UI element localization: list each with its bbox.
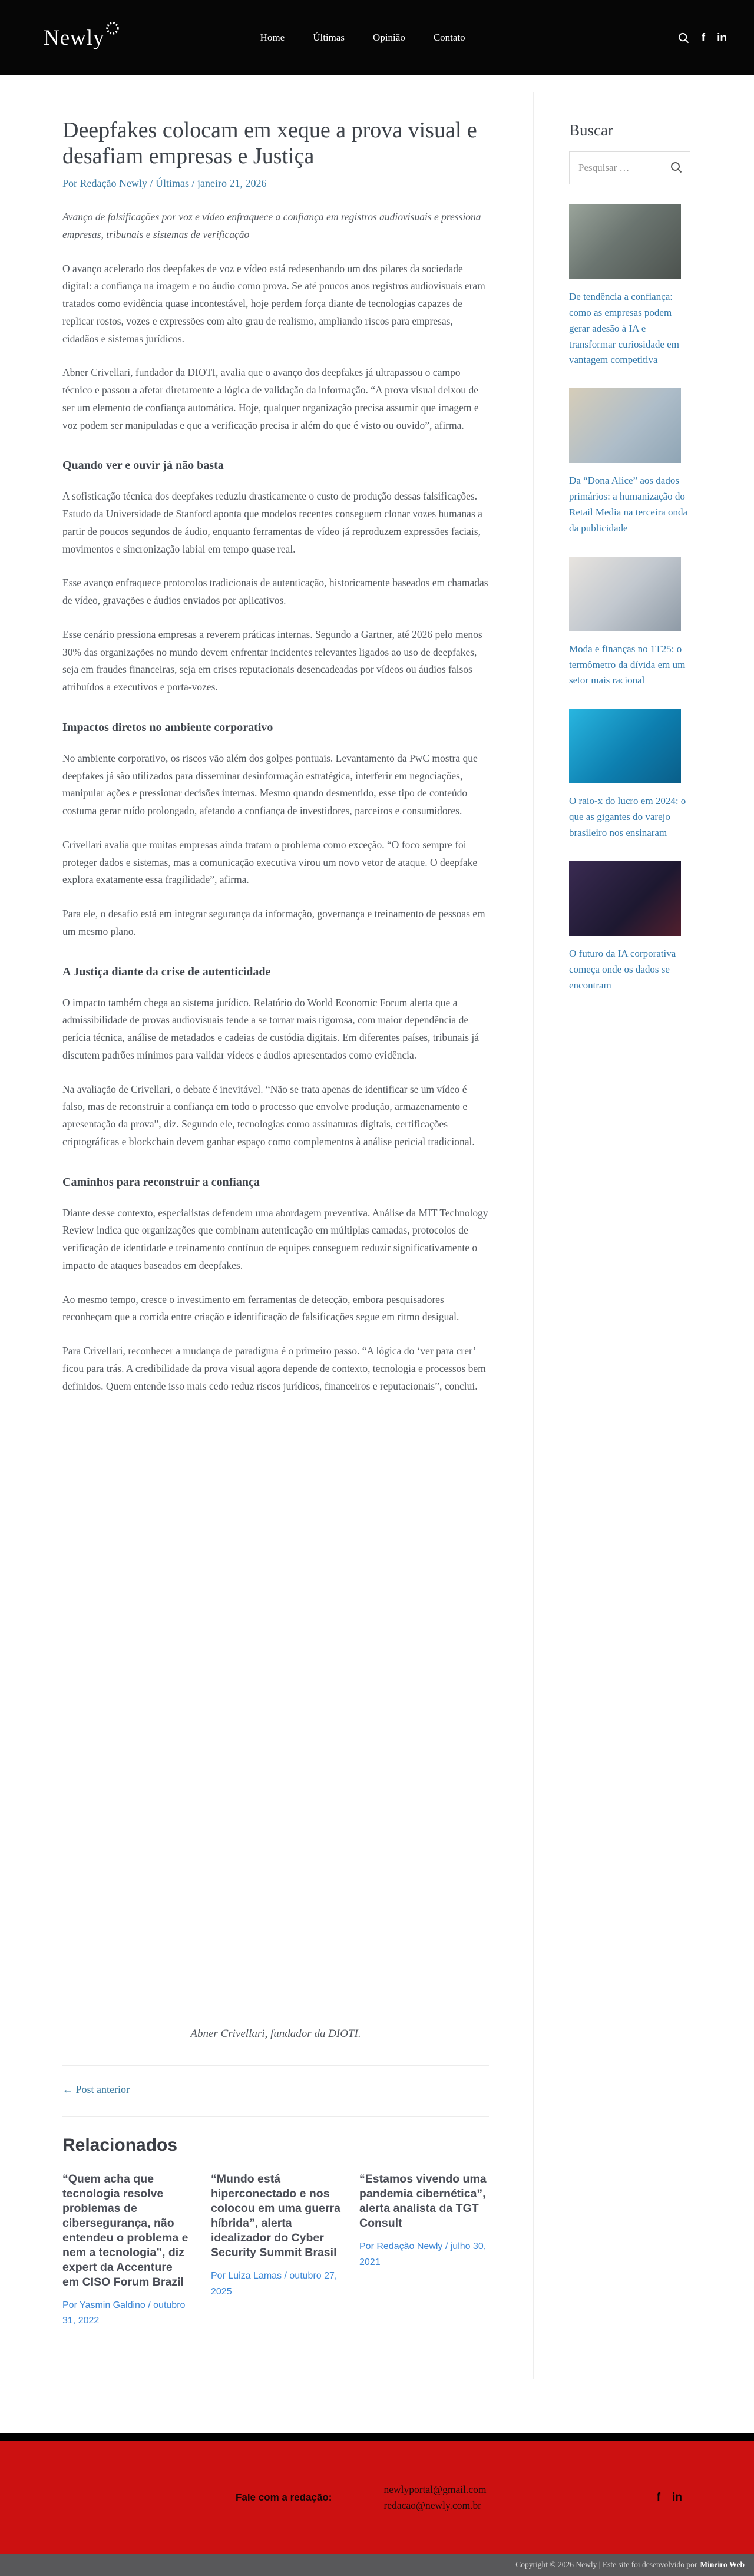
sidebar (569, 92, 694, 993)
related-post (211, 2172, 340, 2329)
byline (62, 177, 489, 190)
article-image-placeholder (62, 1411, 489, 2024)
related-heading: Relacionados (62, 2135, 178, 2155)
sidebar-post-thumbnail[interactable] (569, 204, 681, 279)
sidebar-post (569, 388, 694, 536)
byline-author-link[interactable]: Redação Newly (80, 177, 147, 190)
byline-date: janeiro 21, 2026 (197, 177, 267, 190)
copyright-text: Copyright © 2026 Newly | Este site foi desenvolvido por (515, 2560, 697, 2570)
facebook-icon[interactable]: f (701, 31, 706, 44)
related-post-meta[interactable]: Por Redação Newly / julho 30, 2021 (359, 2241, 487, 2267)
sidebar-post-title[interactable]: O raio-x do lucro em 2024: o que as gigantes do varejo brasileiro nos ensinaram (569, 795, 686, 839)
sidebar-post-thumbnail[interactable] (569, 709, 681, 783)
nav-opiniao[interactable]: Opinião (373, 32, 405, 43)
footer-emails (383, 2482, 486, 2514)
nav-home[interactable]: Home (260, 32, 285, 43)
search-box (569, 151, 690, 184)
byline-category-link[interactable]: Últimas (155, 177, 189, 190)
footer-top-strip (0, 2433, 754, 2441)
footer (0, 2441, 754, 2554)
sidebar-post-title[interactable]: O futuro da IA corporativa começa onde os dados se encontram (569, 947, 676, 991)
nav-contato[interactable]: Contato (433, 32, 465, 43)
article-paragraph: A sofisticação técnica dos deepfakes reduziu drasticamente o custo de produção dessas falsificações. Estudo da Universidade de Stanford aponta que modelos recentes conseguem clonar vozes humanas a partir de poucos segundos de áudio, enquanto ferramentas de vídeo já reproduzem expressões faciais, movimentos e sincronização labial em tempo quase real. (62, 490, 482, 555)
logo-starburst-icon (105, 21, 120, 36)
article-subheading: Impactos diretos no ambiente corporativo (62, 720, 273, 734)
previous-post-link[interactable]: ← Post anterior (62, 2084, 130, 2096)
sidebar-post-thumbnail[interactable] (569, 388, 681, 463)
divider (62, 2116, 489, 2117)
sidebar-post (569, 861, 694, 994)
footer-email-link[interactable]: redacao@newly.com.br (383, 2499, 482, 2511)
related-post-meta[interactable]: Por Luiza Lamas / outubro 27, 2025 (211, 2271, 338, 2297)
article-paragraph: Para ele, o desafio está em integrar segurança da informação, governança e treinamento de pessoas em um mesmo plano. (62, 908, 485, 937)
article-subheading: Quando ver e ouvir já não basta (62, 459, 224, 472)
post-navigation (62, 2066, 489, 2116)
sidebar-post-title[interactable]: Da “Dona Alice” aos dados primários: a humanização do Retail Media na terceira onda da publicidade (569, 475, 688, 534)
nav-ultimas[interactable]: Últimas (313, 32, 345, 43)
facebook-icon[interactable]: f (656, 2491, 661, 2504)
article-paragraph: Esse avanço enfraquece protocolos tradicionais de autenticação, historicamente baseados em chamadas de vídeo, gravações e áudios enviados por aplicativos. (62, 577, 488, 607)
sidebar-post-title[interactable]: Moda e finanças no 1T25: o termômetro da dívida em um setor mais racional (569, 643, 686, 686)
byline-prefix: Por (62, 177, 78, 190)
related-post-title[interactable]: “Quem acha que tecnologia resolve problemas de cibersegurança, não entendeu o problema e nem a tecnologia”, diz expert da Accenture em CISO Forum Brazil (62, 2172, 188, 2289)
footer-social-icons (657, 2492, 682, 2503)
article-body (62, 209, 489, 1395)
article-paragraph: Para Crivellari, reconhecer a mudança de paradigma é o primeiro passo. “A lógica do ‘ver para crer’ ficou para trás. A credibilidade da prova visual agora depende de contexto, tecnologia e processos bem definidos. Quem entende isso mais cedo reduz riscos jurídicos, financeiros e reputacionais”, conclui. (62, 1345, 486, 1392)
search-icon[interactable] (677, 32, 690, 44)
byline-separator: / (191, 177, 195, 190)
related-grid (62, 2172, 489, 2329)
related-post-title[interactable]: “Mundo está hiperconectado e nos colocou em uma guerra híbrida”, alerta idealizador do Cyber Security Summit Brasil (211, 2172, 340, 2260)
article-paragraph: O avanço acelerado dos deepfakes de voz e vídeo está redesenhando um dos pilares da sociedade digital: a confiança na imagem e no áudio como prova. Se até poucos anos registros audiovisuais eram tratados como evidência quase incontestável, hoje perdem força diante de tecnologias capazes de replicar rostos, vozes e expressões com alto grau de realismo, ampliando riscos para empresas, cidadãos e sistemas jurídicos. (62, 262, 485, 345)
page-title: Deepfakes colocam em xeque a prova visual e desafiam empresas e Justiça (62, 118, 477, 169)
article-image-caption: Abner Crivellari, fundador da DIOTI. (190, 2028, 361, 2041)
article-paragraph: No ambiente corporativo, os riscos vão além dos golpes pontuais. Levantamento da PwC mostra que deepfakes já são utilizados para disseminar desinformação estratégica, interferir em negociações, manipular ações e pressionar decisões internas. Mesmo quando desmentido, esse tipo de conteúdo costuma gerar ruído prolongado, afetando a confiança de investidores, parceiros e consumidores. (62, 752, 478, 817)
article-subheading: Caminhos para reconstruir a confiança (62, 1175, 260, 1189)
sidebar-post-thumbnail[interactable] (569, 557, 681, 631)
sidebar-post (569, 204, 694, 368)
copyright-bar (0, 2554, 754, 2576)
byline-separator: / (150, 177, 153, 190)
sidebar-post-title[interactable]: De tendência a confiança: como as empresas podem gerar adesão à IA e transformar curiosidade em vantagem competitiva (569, 291, 679, 366)
article-paragraph: Crivellari avalia que muitas empresas ainda tratam o problema como exceção. “O foco sempre foi proteger dados e sistemas, mas a comunicação executiva virou um novo vetor de ataque. O deepfake explora exatamente essa fragilidade”, afirma. (62, 838, 478, 886)
main-content (0, 75, 754, 2379)
search-heading: Buscar (569, 121, 613, 139)
main-nav (260, 32, 465, 44)
related-post (359, 2172, 489, 2329)
article-paragraph: Abner Crivellari, fundador da DIOTI, avalia que o avanço dos deepfakes já ultrapassou o campo técnico e passou a afetar diretamente a lógica de validação da informação. “A prova visual deixou de ser um elemento de confiança automática. Hoje, qualquer organização precisa assumir que imagem e voz podem ser manipuladas e que a verificação precisa ir além do que é visto ou ouvido”, afirma. (62, 366, 479, 431)
related-post-title[interactable]: “Estamos vivendo uma pandemia cibernética”, alerta analista da TGT Consult (359, 2172, 487, 2230)
site-logo[interactable] (44, 25, 120, 51)
article-paragraph: Ao mesmo tempo, cresce o investimento em ferramentas de detecção, embora pesquisadores reconheçam que a corrida entre criação e identificação de falsificações segue em ritmo desigual. (62, 1293, 459, 1323)
linkedin-icon[interactable]: in (717, 31, 727, 44)
header-icons (677, 32, 727, 44)
related-section (62, 2135, 489, 2329)
linkedin-icon[interactable]: in (672, 2491, 682, 2504)
site-header (0, 0, 754, 75)
search-submit-button[interactable] (669, 161, 683, 175)
related-post-meta[interactable]: Por Yasmin Galdino / outubro 31, 2022 (62, 2300, 186, 2326)
article-paragraph: Diante desse contexto, especialistas defendem uma abordagem preventiva. Análise da MIT Technology Review indica que organizações que combinam autenticação em múltiplas camadas, protocolos de verificação de identidade e treinamento contínuo de equipes conseguem reduzir significativamente o impacto de ataques baseados em deepfakes. (62, 1206, 488, 1271)
sidebar-post-thumbnail[interactable] (569, 861, 681, 936)
related-post (62, 2172, 192, 2329)
article-subheading: A Justiça diante da crise de autenticidade (62, 965, 271, 978)
article-paragraph: O impacto também chega ao sistema jurídico. Relatório do World Economic Forum alerta que a admissibilidade de provas audiovisuais tende a se tornar mais rigorosa, com maior dependência de perícia técnica, análise de metadados e cadeias de custódia digitais. Em diferentes países, tribunais já discutem padrões mínimos para validar vídeos e áudios apresentados como evidência. (62, 996, 479, 1061)
article-card (18, 92, 534, 2379)
article-lede: Avanço de falsificações por voz e vídeo enfraquece a confiança em registros audiovisuais e pressiona empresas, tribunais e sistemas de verificação (62, 211, 481, 240)
footer-contact-label: Fale com a redação: (236, 2491, 332, 2503)
site-logo-text: Newly (44, 25, 105, 50)
sidebar-post (569, 557, 694, 689)
article-paragraph: Na avaliação de Crivellari, o debate é inevitável. “Não se trata apenas de identificar se um vídeo é falso, mas de reconstruir a confiança em todo o processo que envolve produção, armazenamento e apresentação da prova”, diz. Segundo ele, tecnologias como assinaturas digitais, certificações criptográficas e blockchain devem ganhar espaço como complementos à análise pericial tradicional. (62, 1083, 475, 1148)
sidebar-post (569, 709, 694, 841)
copyright-brand-link[interactable]: Mineiro Web (700, 2560, 745, 2570)
footer-email-link[interactable]: newlyportal@gmail.com (383, 2483, 487, 2495)
article-paragraph: Esse cenário pressiona empresas a reverem práticas internas. Segundo a Gartner, até 2026 pelo menos 30% das organizações no mundo devem enfrentar incidentes relevantes ligados ao uso de deepfakes, seja em fraudes financeiras, seja em crises reputacionais desencadeadas por vídeos ou áudios falsos atribuídos a executivos e porta-vozes. (62, 628, 482, 693)
